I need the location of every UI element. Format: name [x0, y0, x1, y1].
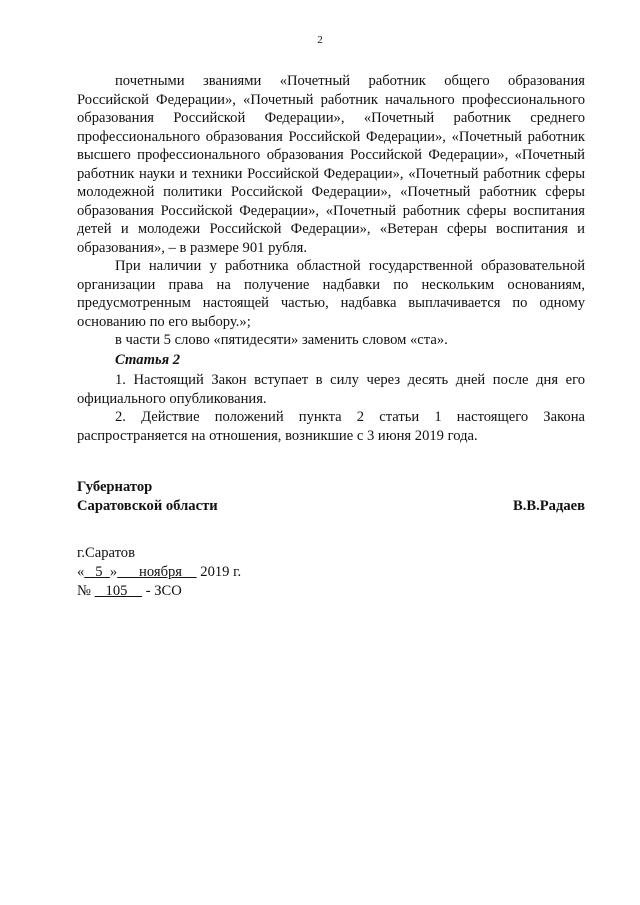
body-text: [77, 72, 585, 350]
signature-name: В.В.Радаев: [512, 498, 585, 514]
date-day-underline-right: [103, 564, 110, 580]
number-underline-right: [127, 583, 142, 599]
footer-date: [77, 563, 241, 582]
date-day: 5: [95, 564, 103, 580]
number-value: 105: [105, 583, 128, 599]
page-number: 2: [317, 34, 323, 46]
paragraph-honorary-titles: почетными званиями «Почетный работник общего образования Российской Федерации», «Почетный работник начального профессионального образования Российской Федерации», «Почетный работник среднего профессионального образования Российской Федерации», «Почетный работник высшего профессионального образования Российской Федерации», «Почетный работник науки и техники Российской Федерации», «Почетный работник сферы молодежной политики Российской Федерации», «Почетный работник сферы образования Российской Федерации», «Почетный работник сферы воспитания детей и молодежи Российской Федерации», «Ветеран сферы воспитания и образования», – в размере 901 рубля.: [77, 73, 585, 256]
date-month-underline-right: [182, 564, 197, 580]
number-suffix: - ЗСО: [145, 583, 182, 599]
signature-title-line1: Губернатор: [77, 479, 153, 495]
footer-number: [77, 582, 241, 601]
date-close-quote: »: [109, 564, 118, 580]
date-year: 2019 г.: [200, 564, 242, 580]
paragraph-part-5-amendment: в части 5 слово «пятидесяти» заменить словом «ста».: [115, 332, 448, 348]
signature-title-line2: Саратовской области: [77, 498, 218, 514]
paragraph-multiple-grounds: При наличии у работника областной государственной образовательной организации права на получение надбавки по нескольким основаниям, предусмотренным настоящей частью, надбавка выплачивается по одному основанию по его выбору.»;: [77, 258, 585, 330]
number-prefix: №: [77, 583, 91, 599]
article-paragraph-1: 1. Настоящий Закон вступает в силу через десять дней после дня его официального опубликования.: [77, 372, 585, 407]
article-heading: Статья 2: [115, 352, 181, 368]
article-paragraph-2: 2. Действие положений пункта 2 статьи 1 настоящего Закона распространяется на отношения, возникшие с 3 июня 2019 года.: [77, 409, 585, 444]
footer-city: г.Саратов: [77, 545, 135, 561]
date-month: ноября: [139, 564, 183, 580]
date-open-quote: «: [77, 564, 85, 580]
document-footer: [77, 544, 241, 601]
number-underline-left: [95, 583, 106, 599]
date-month-underline-left: [117, 564, 139, 580]
signature-block: [77, 478, 585, 516]
date-day-underline-left: [84, 564, 95, 580]
article-body: [77, 371, 585, 445]
